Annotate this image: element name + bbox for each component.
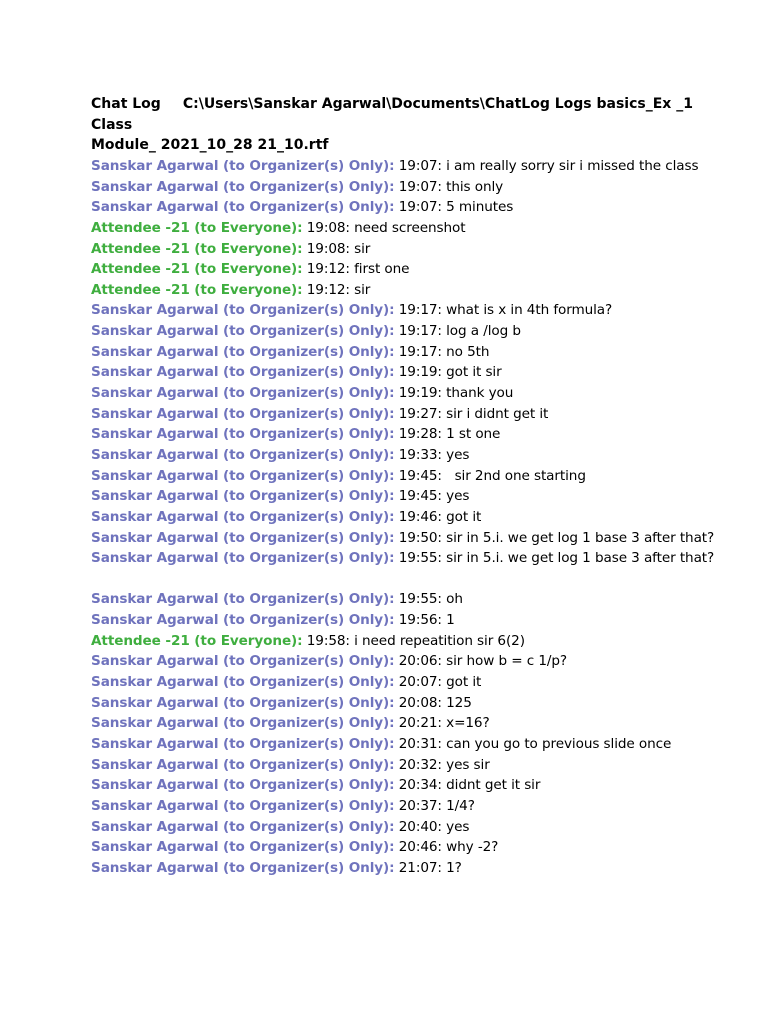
chat-message (91, 528, 761, 549)
chat-message (91, 300, 761, 321)
message-text: 20:46: why -2? (398, 839, 499, 856)
chat-message (91, 197, 761, 218)
message-text: 21:07: 1? (398, 859, 462, 876)
chat-message (91, 424, 761, 445)
chat-message (91, 755, 761, 776)
message-text: 20:06: sir how b = c 1/p? (398, 653, 567, 670)
message-sender: Sanskar Agarwal (to Organizer(s) Only): (91, 467, 395, 484)
message-sender: Sanskar Agarwal (to Organizer(s) Only): (91, 735, 395, 752)
chat-message (91, 775, 761, 796)
message-text: 19:12: first one (306, 261, 410, 278)
chat-message (91, 610, 761, 631)
message-text: 19:45: yes (398, 488, 470, 505)
message-sender: Sanskar Agarwal (to Organizer(s) Only): (91, 839, 395, 856)
title-path-line1: C:\Users\Sanskar Agarwal\Documents\ChatLog Logs basics_Ex _1 Class (91, 96, 693, 133)
chat-message (91, 383, 761, 404)
message-text: 20:21: x=16? (398, 715, 490, 732)
chat-message (91, 156, 761, 177)
chat-message (91, 507, 761, 528)
chat-message (91, 177, 761, 198)
message-text: 19:56: 1 (398, 612, 455, 629)
chat-message (91, 672, 761, 693)
message-sender: Sanskar Agarwal (to Organizer(s) Only): (91, 405, 395, 422)
document-title (91, 94, 731, 156)
message-sender: Sanskar Agarwal (to Organizer(s) Only): (91, 818, 395, 835)
message-sender: Sanskar Agarwal (to Organizer(s) Only): (91, 756, 395, 773)
chat-message (91, 837, 761, 858)
message-sender: Sanskar Agarwal (to Organizer(s) Only): (91, 385, 395, 402)
message-sender: Sanskar Agarwal (to Organizer(s) Only): (91, 302, 395, 319)
message-text: 19:58: i need repeatition sir 6(2) (306, 632, 525, 649)
chat-message (91, 796, 761, 817)
message-text: 19:19: thank you (398, 385, 514, 402)
message-text: 19:17: no 5th (398, 343, 490, 360)
message-text: 19:55: sir in 5.i. we get log 1 base 3 after that? (398, 550, 715, 567)
message-sender: Sanskar Agarwal (to Organizer(s) Only): (91, 446, 395, 463)
chat-message (91, 280, 761, 301)
message-sender: Sanskar Agarwal (to Organizer(s) Only): (91, 158, 395, 174)
chat-log (91, 156, 761, 878)
message-sender: Attendee -21 (to Everyone): (91, 281, 303, 298)
message-text: 19:28: 1 st one (398, 426, 501, 443)
message-sender: Sanskar Agarwal (to Organizer(s) Only): (91, 715, 395, 732)
message-sender: Attendee -21 (to Everyone): (91, 261, 303, 278)
message-sender: Attendee -21 (to Everyone): (91, 632, 303, 649)
message-sender: Sanskar Agarwal (to Organizer(s) Only): (91, 343, 395, 360)
chat-message (91, 651, 761, 672)
message-text: 20:37: 1/4? (398, 797, 475, 814)
chat-message (91, 817, 761, 838)
blank-line (91, 569, 761, 590)
message-sender: Sanskar Agarwal (to Organizer(s) Only): (91, 859, 395, 876)
chat-message (91, 466, 761, 487)
message-sender: Sanskar Agarwal (to Organizer(s) Only): (91, 653, 395, 670)
message-text: 19:17: log a /log b (398, 323, 521, 340)
chat-message (91, 713, 761, 734)
message-sender: Sanskar Agarwal (to Organizer(s) Only): (91, 674, 395, 691)
message-sender: Sanskar Agarwal (to Organizer(s) Only): (91, 550, 395, 567)
chat-message (91, 631, 761, 652)
chat-message (91, 218, 761, 239)
message-sender: Sanskar Agarwal (to Organizer(s) Only): (91, 426, 395, 443)
message-sender: Sanskar Agarwal (to Organizer(s) Only): (91, 777, 395, 794)
message-text: 19:08: sir (306, 240, 371, 257)
message-text: 19:12: sir (306, 281, 371, 298)
chat-message (91, 589, 761, 610)
message-sender: Sanskar Agarwal (to Organizer(s) Only): (91, 694, 395, 711)
message-text: 20:32: yes sir (398, 756, 490, 773)
message-sender: Sanskar Agarwal (to Organizer(s) Only): (91, 529, 395, 546)
message-text: 19:50: sir in 5.i. we get log 1 base 3 after that? (398, 529, 715, 546)
chat-message (91, 239, 761, 260)
message-text: 19:07: 5 minutes (398, 199, 514, 216)
chat-message (91, 486, 761, 507)
message-text: 19:33: yes (398, 446, 470, 463)
message-text: 20:31: can you go to previous slide once (398, 735, 672, 752)
chat-message (91, 858, 761, 879)
message-sender: Sanskar Agarwal (to Organizer(s) Only): (91, 364, 395, 381)
chat-message (91, 321, 761, 342)
chat-message (91, 548, 761, 569)
message-text: 19:07: i am really sorry sir i missed the class (398, 158, 699, 174)
message-sender: Sanskar Agarwal (to Organizer(s) Only): (91, 199, 395, 216)
message-sender: Sanskar Agarwal (to Organizer(s) Only): (91, 591, 395, 608)
message-text: 19:17: what is x in 4th formula? (398, 302, 613, 319)
title-path-line2: Module_ 2021_10_28 21_10.rtf (91, 137, 329, 153)
chat-message (91, 362, 761, 383)
message-sender: Sanskar Agarwal (to Organizer(s) Only): (91, 612, 395, 629)
message-text: 19:55: oh (398, 591, 463, 608)
message-text: 19:07: this only (398, 178, 504, 195)
message-text: 19:08: need screenshot (306, 219, 466, 236)
chat-message (91, 693, 761, 714)
message-sender: Attendee -21 (to Everyone): (91, 240, 303, 257)
message-text: 20:07: got it (398, 674, 482, 691)
message-text: 19:46: got it (398, 508, 482, 525)
message-sender: Sanskar Agarwal (to Organizer(s) Only): (91, 488, 395, 505)
message-sender: Attendee -21 (to Everyone): (91, 219, 303, 236)
chat-message (91, 404, 761, 425)
chat-message (91, 734, 761, 755)
message-text: 20:08: 125 (398, 694, 472, 711)
chat-message (91, 445, 761, 466)
message-text: 20:40: yes (398, 818, 470, 835)
message-text: 19:45: sir 2nd one starting (398, 467, 586, 484)
message-text: 19:27: sir i didnt get it (398, 405, 549, 422)
message-text: 20:34: didnt get it sir (398, 777, 541, 794)
message-sender: Sanskar Agarwal (to Organizer(s) Only): (91, 508, 395, 525)
chat-message (91, 342, 761, 363)
chat-message (91, 259, 761, 280)
title-label: Chat Log (91, 96, 161, 112)
message-sender: Sanskar Agarwal (to Organizer(s) Only): (91, 178, 395, 195)
message-sender: Sanskar Agarwal (to Organizer(s) Only): (91, 323, 395, 340)
message-sender: Sanskar Agarwal (to Organizer(s) Only): (91, 797, 395, 814)
message-text: 19:19: got it sir (398, 364, 502, 381)
